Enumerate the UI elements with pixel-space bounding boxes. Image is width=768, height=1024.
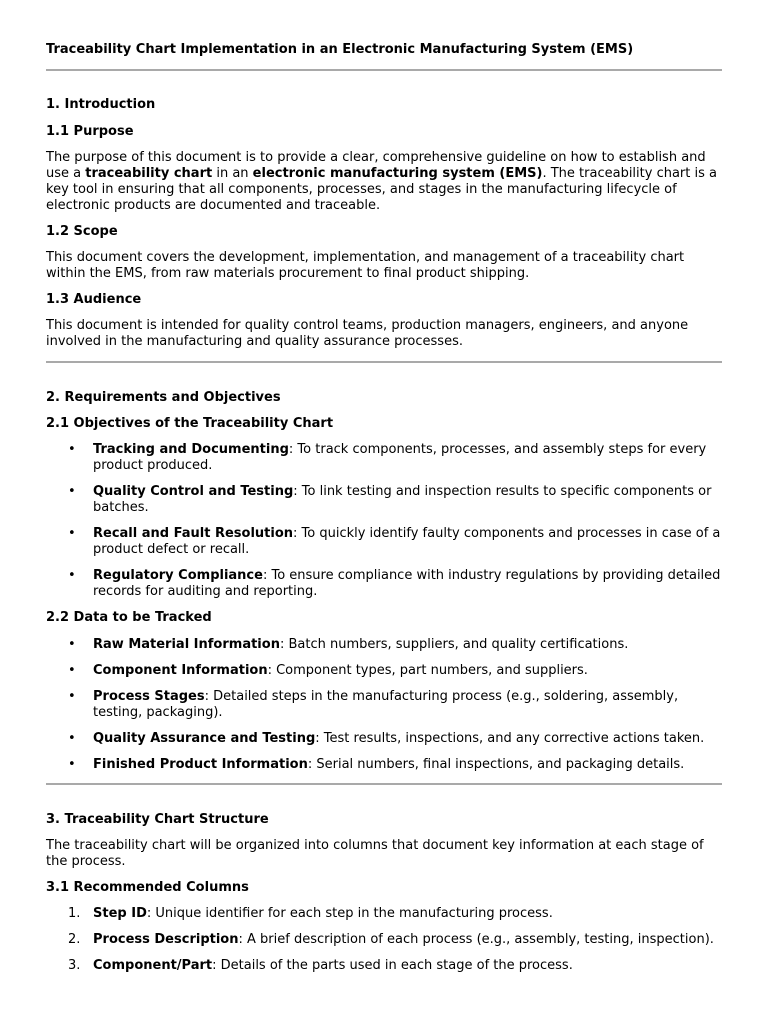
objectives-heading: 2.1 Objectives of the Traceability Chart [46,416,334,431]
list-item-description: : To track components, processes, and assembly steps for every product produced. [93,442,707,473]
objective-item [46,442,722,474]
list-item-description: : Detailed steps in the manufacturing process (e.g., soldering, assembly, testing, packaging). [93,689,679,720]
bullet-marker: • [68,689,76,704]
data-item [46,689,722,721]
list-item-term: Process Description [93,932,239,947]
list-item-term: Quality Control and Testing [93,484,294,499]
list-number: 3. [68,958,81,973]
objective-item [46,568,722,600]
document-title: Traceability Chart Implementation in an Electronic Manufacturing System (EMS) [46,42,634,57]
list-item-description: : A brief description of each process (e.g., assembly, testing, inspection). [238,932,714,947]
audience-paragraph: This document is intended for quality control teams, production managers, engineers, and anyone involved in the manufacturing and quality assurance processes. [46,318,689,349]
data-item [46,731,722,747]
bullet-marker: • [68,731,76,746]
section-divider [46,783,722,785]
list-item-description: : Batch numbers, suppliers, and quality certifications. [279,637,629,652]
objective-item [46,526,722,558]
data-item [46,757,722,773]
list-item-term: Step ID [93,906,147,921]
bullet-marker: • [68,484,76,499]
list-item-description: : Test results, inspections, and any corrective actions taken. [315,731,705,746]
list-item-description: : To quickly identify faulty components and processes in case of a product defect or recall. [93,526,721,557]
list-item-term: Process Stages [93,689,205,704]
objectives-list [46,442,722,610]
list-item-description: : Details of the parts used in each stage of the process. [212,958,573,973]
section-3-heading: 3. Traceability Chart Structure [46,812,269,827]
audience-heading: 1.3 Audience [46,292,142,307]
list-item-term: Quality Assurance and Testing [93,731,316,746]
list-item-description: : Serial numbers, final inspections, and packaging details. [307,757,685,772]
list-item-term: Tracking and Documenting [93,442,289,457]
list-item-term: Raw Material Information [93,637,280,652]
data-item [46,663,722,679]
recommended-columns-heading: 3.1 Recommended Columns [46,880,249,895]
data-item [46,637,722,653]
bullet-marker: • [68,637,76,652]
structure-intro-paragraph: The traceability chart will be organized into columns that document key information at each stage of the process. [46,838,704,869]
data-tracked-heading: 2.2 Data to be Tracked [46,610,212,625]
list-number: 2. [68,932,81,947]
list-item-description: : Component types, part numbers, and suppliers. [267,663,588,678]
section-2-heading: 2. Requirements and Objectives [46,390,281,405]
list-item-term: Component/Part [93,958,213,973]
data-tracked-list [46,637,722,783]
list-item-description: : To link testing and inspection results to specific components or batches. [93,484,712,515]
list-item-term: Component Information [93,663,268,678]
list-number: 1. [68,906,81,921]
list-item-term: Regulatory Compliance [93,568,263,583]
section-1-heading: 1. Introduction [46,97,156,112]
list-item-description: : To ensure compliance with industry regulations by providing detailed records for auditing and reporting. [93,568,721,599]
list-item-description: : Unique identifier for each step in the manufacturing process. [146,906,553,921]
bullet-marker: • [68,568,76,583]
list-item-term: Finished Product Information [93,757,308,772]
column-item [46,958,722,974]
scope-heading: 1.2 Scope [46,224,118,239]
scope-paragraph: This document covers the development, implementation, and management of a traceability chart within the EMS, from raw materials procurement to final product shipping. [46,250,685,281]
purpose-paragraph: The purpose of this document is to provide a clear, comprehensive guideline on how to establish and use a traceability chart in an electronic manufacturing system (EMS). The traceability chart is a key tool in ensuring that all components, processes, and stages in the manufacturing lifecycle of electronic products are documented and traceable. [46,150,717,213]
recommended-columns-list [46,906,722,984]
list-item-term: Recall and Fault Resolution [93,526,294,541]
column-item [46,932,722,948]
section-divider [46,69,722,71]
column-item [46,906,722,922]
section-divider [46,361,722,363]
bullet-marker: • [68,442,76,457]
bullet-marker: • [68,757,76,772]
purpose-heading: 1.1 Purpose [46,124,134,139]
objective-item [46,484,722,516]
bullet-marker: • [68,526,76,541]
bullet-marker: • [68,663,76,678]
